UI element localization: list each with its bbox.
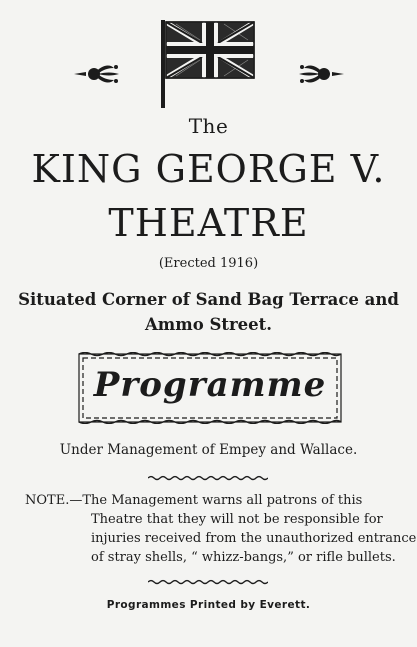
location-text <box>0 287 417 337</box>
divider-bottom <box>148 579 268 585</box>
location-line1: Situated Corner of Sand Bag Terrace and <box>18 290 399 309</box>
erected-date: (Erected 1916) <box>158 256 259 271</box>
union-jack-flag-icon <box>158 18 260 110</box>
fleuron-right-icon <box>296 62 346 86</box>
title-the: The <box>188 114 229 138</box>
note-line3: injuries received from the unauthorized entrance <box>91 531 417 546</box>
fleuron-left-icon <box>72 62 122 86</box>
divider-top <box>148 475 268 481</box>
note-line1: NOTE.—The Management warns all patrons of this <box>25 493 363 508</box>
note-paragraph <box>25 491 417 567</box>
note-line2: Theatre that they will not be responsible for <box>91 512 383 527</box>
management-line: Under Management of Empey and Wallace. <box>59 442 358 458</box>
note-line4: of stray shells, “ whizz-bangs,” or rifle bullets. <box>91 550 396 565</box>
programme-title: Programme <box>93 365 327 405</box>
programme-banner <box>77 352 343 424</box>
printer-credit: Programmes Printed by Everett. <box>106 599 311 611</box>
location-line2: Ammo Street. <box>144 315 273 334</box>
theatre-name-line1: KING GEORGE V. <box>31 147 386 191</box>
header-emblems <box>0 18 417 110</box>
theatre-name-line2: THEATRE <box>108 201 309 245</box>
